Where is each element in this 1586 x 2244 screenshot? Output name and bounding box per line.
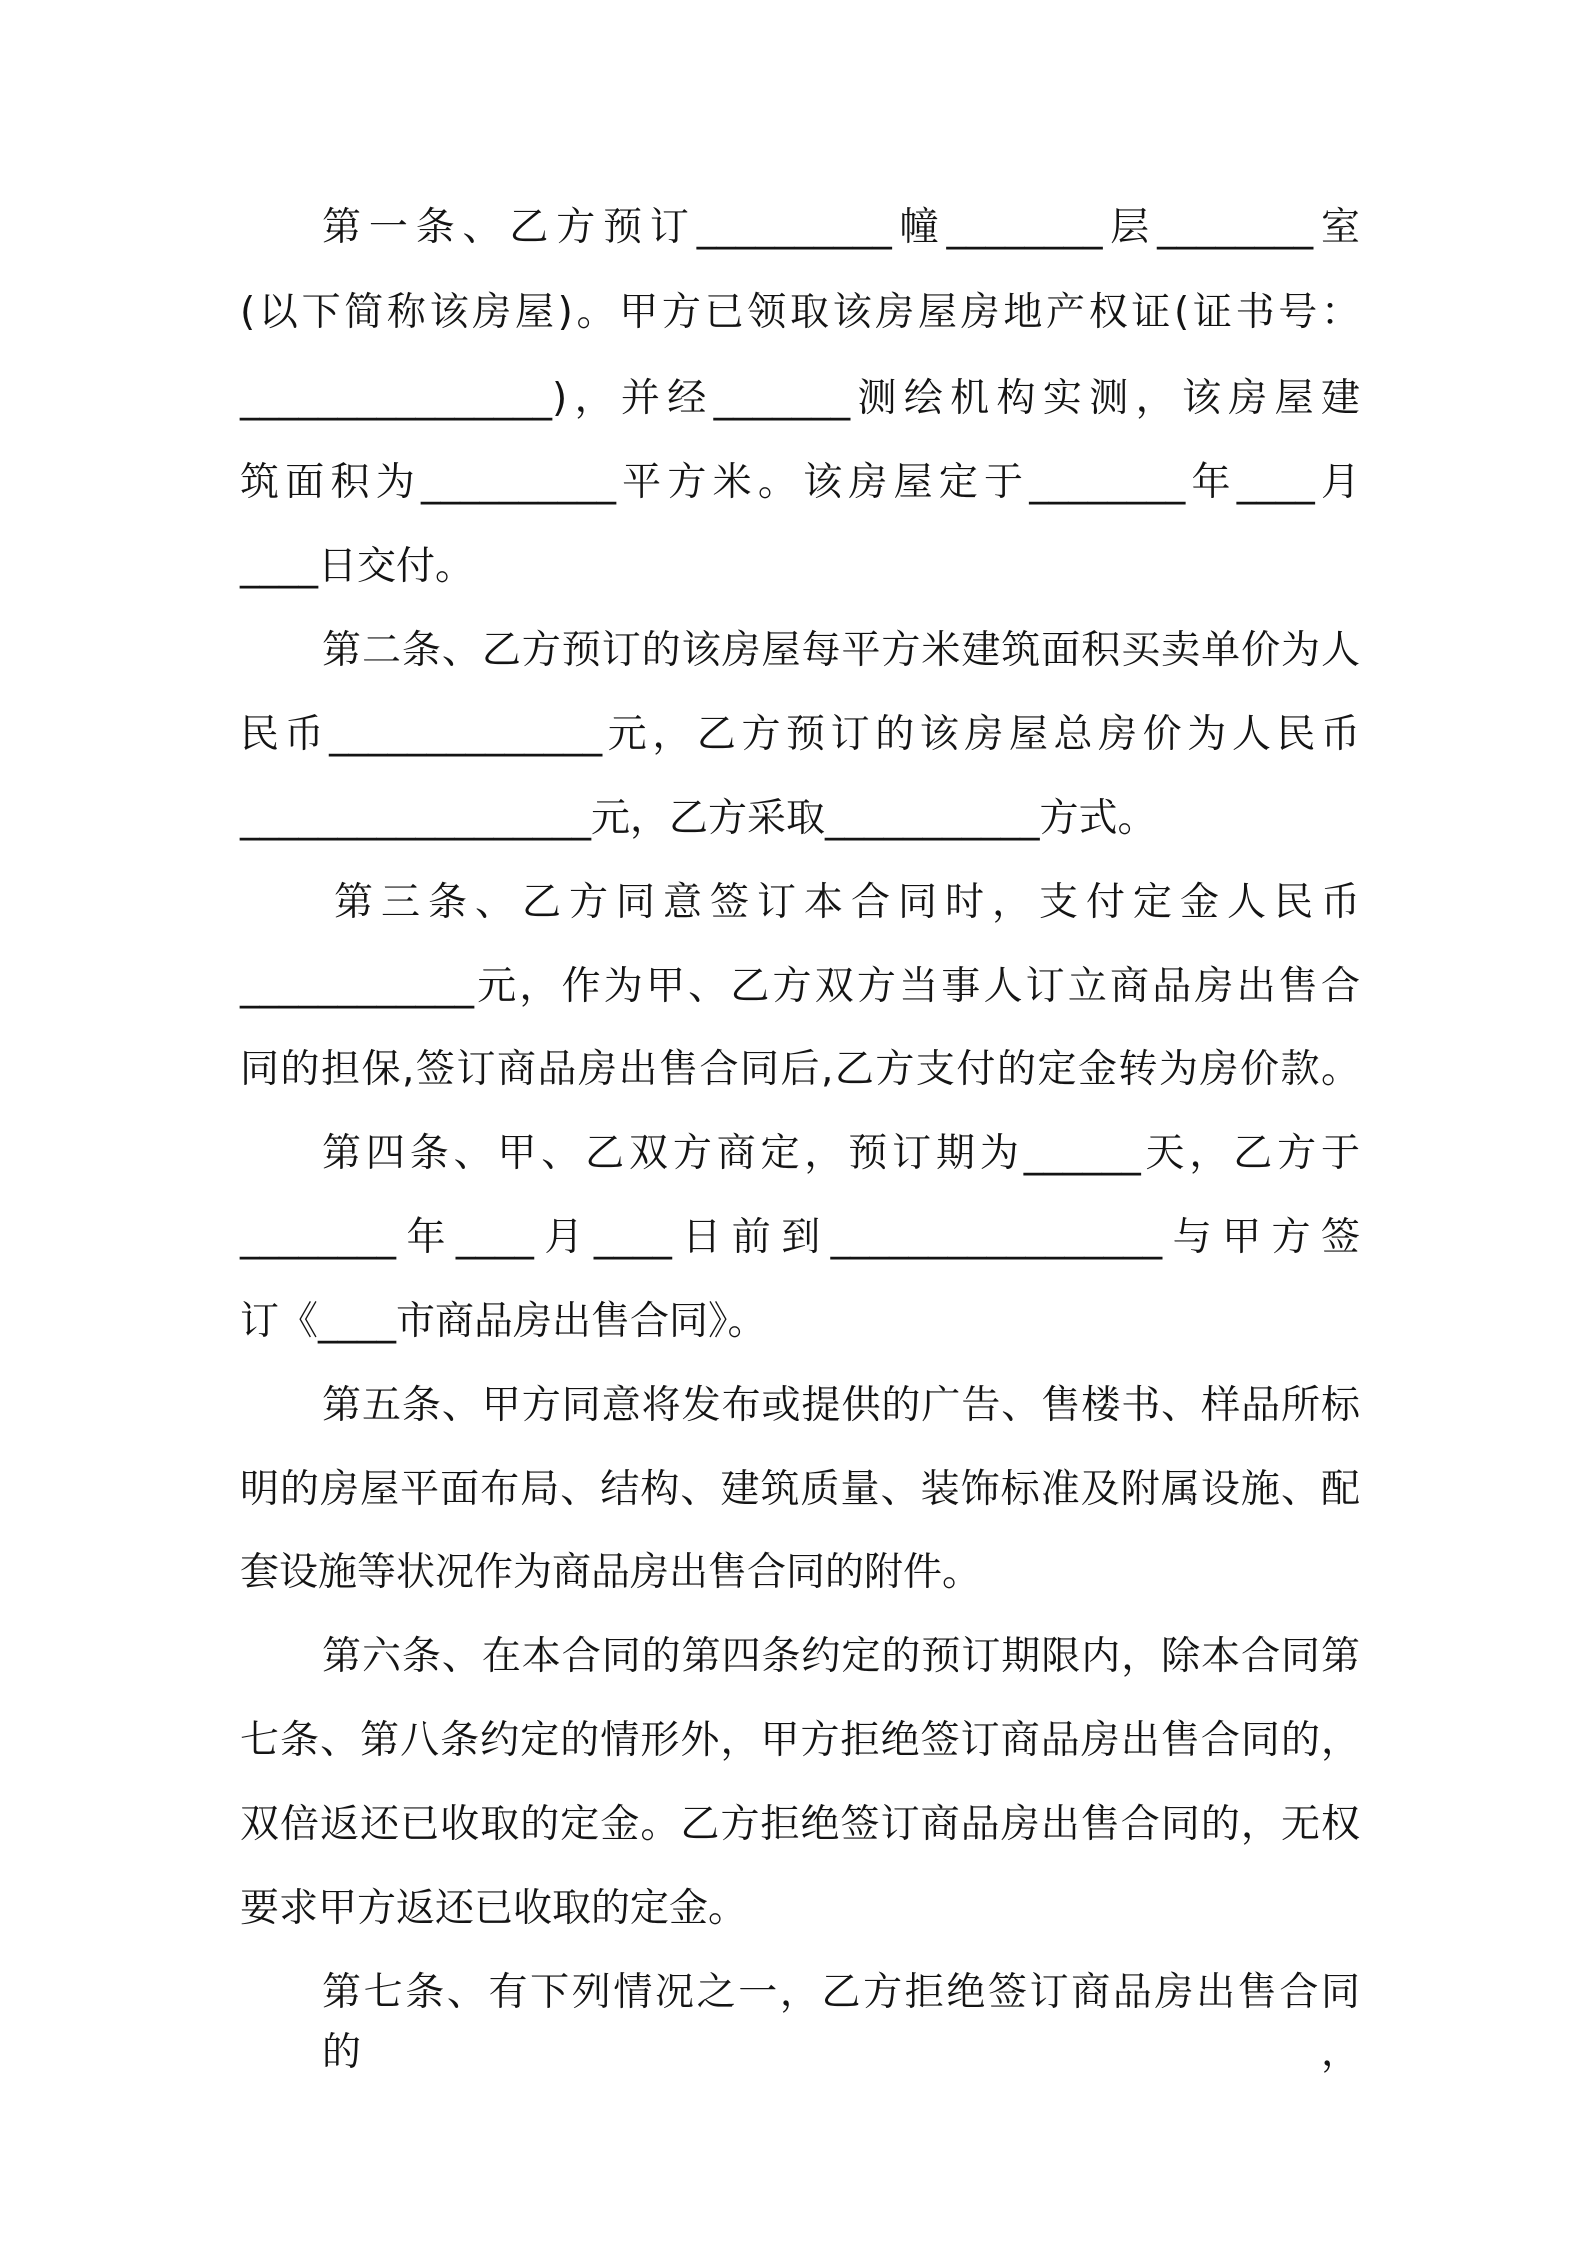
article-7-line-1: 第七条、有下列情况之一，乙方拒绝签订商品房出售合同的， <box>322 1970 1360 2075</box>
article-4-line-1: 第四条、甲、乙双方商定，预订期为______天，乙方于 <box>322 1131 1360 1176</box>
article-1-line-4: 筑面积为__________平方米。该房屋定于________年____月 <box>240 460 1360 505</box>
article-1-line-2: (以下简称该房屋)。甲方已领取该房屋房地产权证(证书号： <box>240 290 1360 335</box>
article-6-line-2: 七条、第八条约定的情形外，甲方拒绝签订商品房出售合同的， <box>240 1718 1360 1763</box>
article-1-line-1: 第一条、乙方预订__________幢________层________室 <box>322 205 1360 250</box>
article-3-line-1: 第三条、乙方同意签订本合同时，支付定金人民币 <box>334 880 1360 925</box>
article-2-line-3: __________________元，乙方采取___________方式。 <box>240 796 1157 841</box>
article-6-line-4: 要求甲方返还已收取的定金。 <box>240 1886 748 1931</box>
article-1-line-3: ________________)，并经_______测绘机构实测，该房屋建 <box>240 376 1360 421</box>
article-5-line-3: 套设施等状况作为商品房出售合同的附件。 <box>240 1550 982 1595</box>
article-1-line-5: ____日交付。 <box>240 544 475 589</box>
article-2-line-1: 第二条、乙方预订的该房屋每平方米建筑面积买卖单价为人 <box>322 628 1360 673</box>
article-5-line-1: 第五条、甲方同意将发布或提供的广告、售楼书、样品所标 <box>322 1383 1360 1428</box>
article-6-line-1: 第六条、在本合同的第四条约定的预订期限内，除本合同第 <box>322 1634 1360 1679</box>
article-4-line-2: ________年____月____日前到_________________与甲方签 <box>240 1215 1360 1260</box>
article-4-line-3: 订《____市商品房出售合同》。 <box>240 1299 767 1344</box>
article-3-line-3: 同的担保,签订商品房出售合同后,乙方支付的定金转为房价款。 <box>240 1047 1360 1092</box>
article-3-line-2: ____________元，作为甲、乙方双方当事人订立商品房出售合 <box>240 964 1360 1009</box>
article-5-line-2: 明的房屋平面布局、结构、建筑质量、装饰标准及附属设施、配 <box>240 1467 1360 1512</box>
article-2-line-2: 民币______________元，乙方预订的该房屋总房价为人民币 <box>240 712 1360 757</box>
article-6-line-3: 双倍返还已收取的定金。乙方拒绝签订商品房出售合同的，无权 <box>240 1802 1360 1847</box>
